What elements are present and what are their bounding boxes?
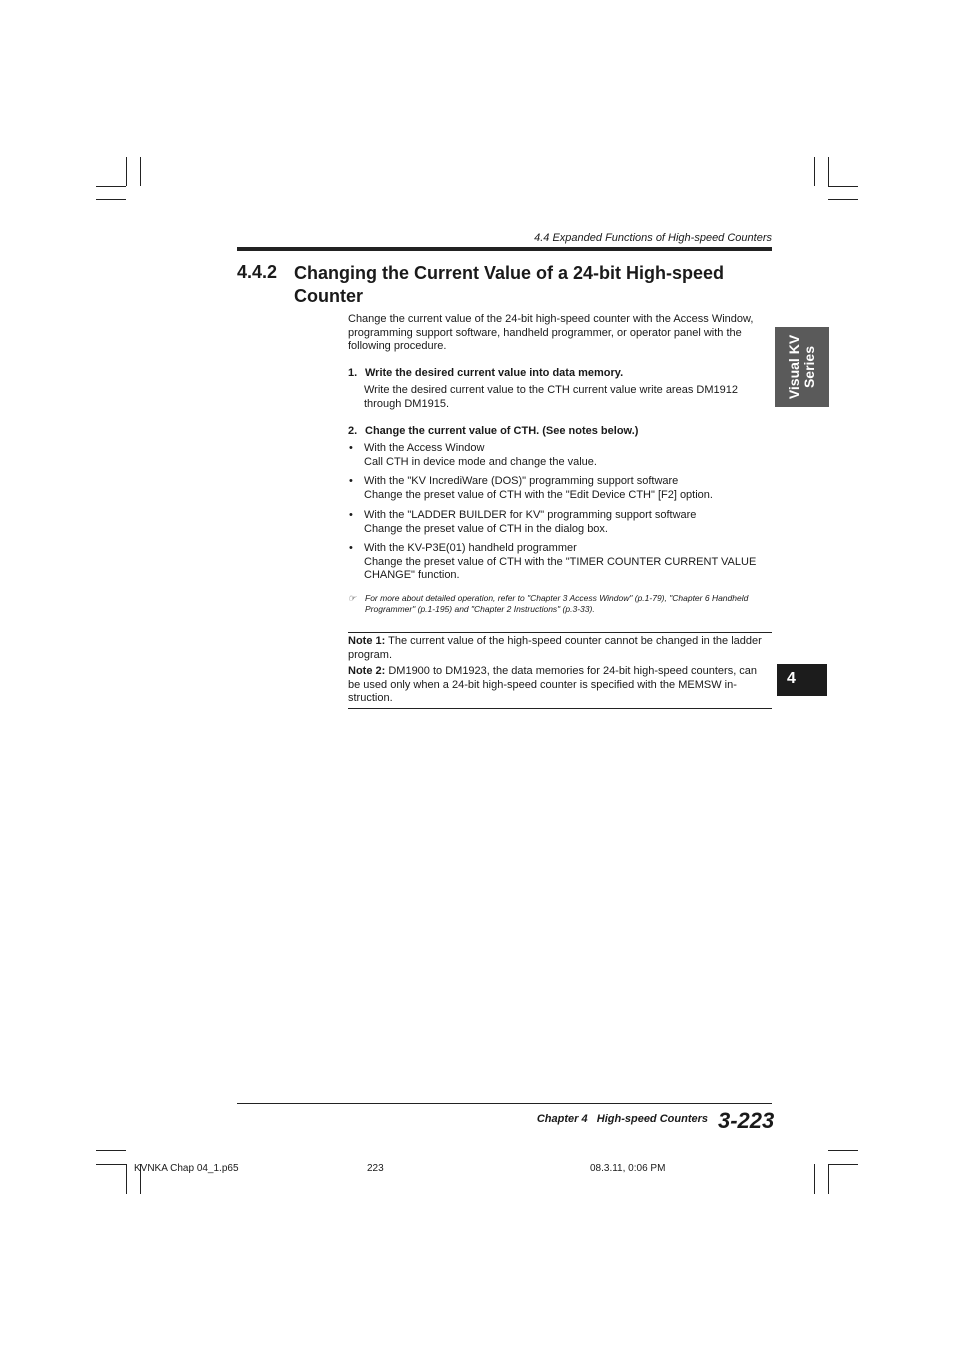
reference-pointer-icon: ☞ [348,593,357,603]
note-1-label: Note 1: [348,635,386,647]
bullet-item [364,509,772,536]
side-tab-line-2: Series [801,345,817,389]
side-tab-line-1: Visual KV [786,334,802,400]
section-number: 4.4.2 [237,262,278,282]
bullet-item [364,442,772,469]
bullet-item [364,475,772,502]
bullet-line: Change the preset value of CTH with the "Edit Device CTH" [F2] option. [364,488,713,501]
slug-date: 08.3.11, 0:06 PM [590,1163,666,1174]
header-rule [237,247,772,251]
step-2 [348,425,638,437]
bullet-line: With the "KV IncrediWare (DOS)" programming support software [364,475,679,487]
step-2-title: Change the current value of CTH. (See notes below.) [365,425,639,437]
step-1-number: 1. [348,367,358,379]
note-1 [348,635,772,662]
note-2-label: Note 2: [348,665,386,677]
bullet-marker: • [349,542,353,554]
intro-paragraph: Change the current value of the 24-bit high-speed counter with the Access Window, programming support software, handheld programmer, or operator panel with the following procedure. [348,313,754,352]
note-2-text: DM1900 to DM1923, the data memories for 24-bit high-speed counters, can be used only when a 24-bit high-speed counter is specified with the MEMSW in-struction. [348,665,758,704]
bullet-line: With the KV-P3E(01) handheld programmer [364,542,577,554]
step-2-number: 2. [348,425,358,437]
footer-chapter: Chapter 4 High-speed Counters [536,1113,708,1125]
step-1-title: Write the desired current value into data memory. [365,367,624,379]
step-1 [348,367,623,379]
notes-box [348,632,772,709]
reference-text: For more about detailed operation, refer to "Chapter 3 Access Window" (p.1-79), "Chapter 6 Handheld Programmer" (p.1-195) and "Chapter 2 Instructions" (p.3-33). [365,593,749,614]
footer-page-number: 3-223 [718,1108,775,1133]
side-tab-visual-kv [775,327,829,407]
bullet-line: With the "LADDER BUILDER for KV" programming support software [364,509,697,521]
footer-rule [237,1103,772,1104]
chapter-tab [777,664,827,696]
bullet-line: Change the preset value of CTH with the "TIMER COUNTER CURRENT VALUE CHANGE" function. [364,555,757,581]
running-head: 4.4 Expanded Functions of High-speed Counters [534,232,772,244]
bullet-line: Call CTH in device mode and change the value. [364,455,597,468]
bullet-marker: • [349,442,353,454]
bullet-line: With the Access Window [364,442,485,454]
bullet-line: Change the preset value of CTH in the dialog box. [364,522,608,535]
chapter-tab-number: 4 [787,670,796,687]
section-title: Changing the Current Value of a 24-bit High-speed Counter [294,263,725,306]
note-1-text: The current value of the high-speed counter cannot be changed in the ladder program. [348,635,762,661]
bullet-item [364,542,772,583]
slug-file: KVNKA Chap 04_1.p65 [134,1163,239,1174]
bullet-marker: • [349,509,353,521]
bullet-marker: • [349,475,353,487]
note-2 [348,665,772,706]
step-1-body: Write the desired current value to the CTH current value write areas DM1912 through DM1915. [364,384,738,410]
slug-page: 223 [367,1163,384,1174]
